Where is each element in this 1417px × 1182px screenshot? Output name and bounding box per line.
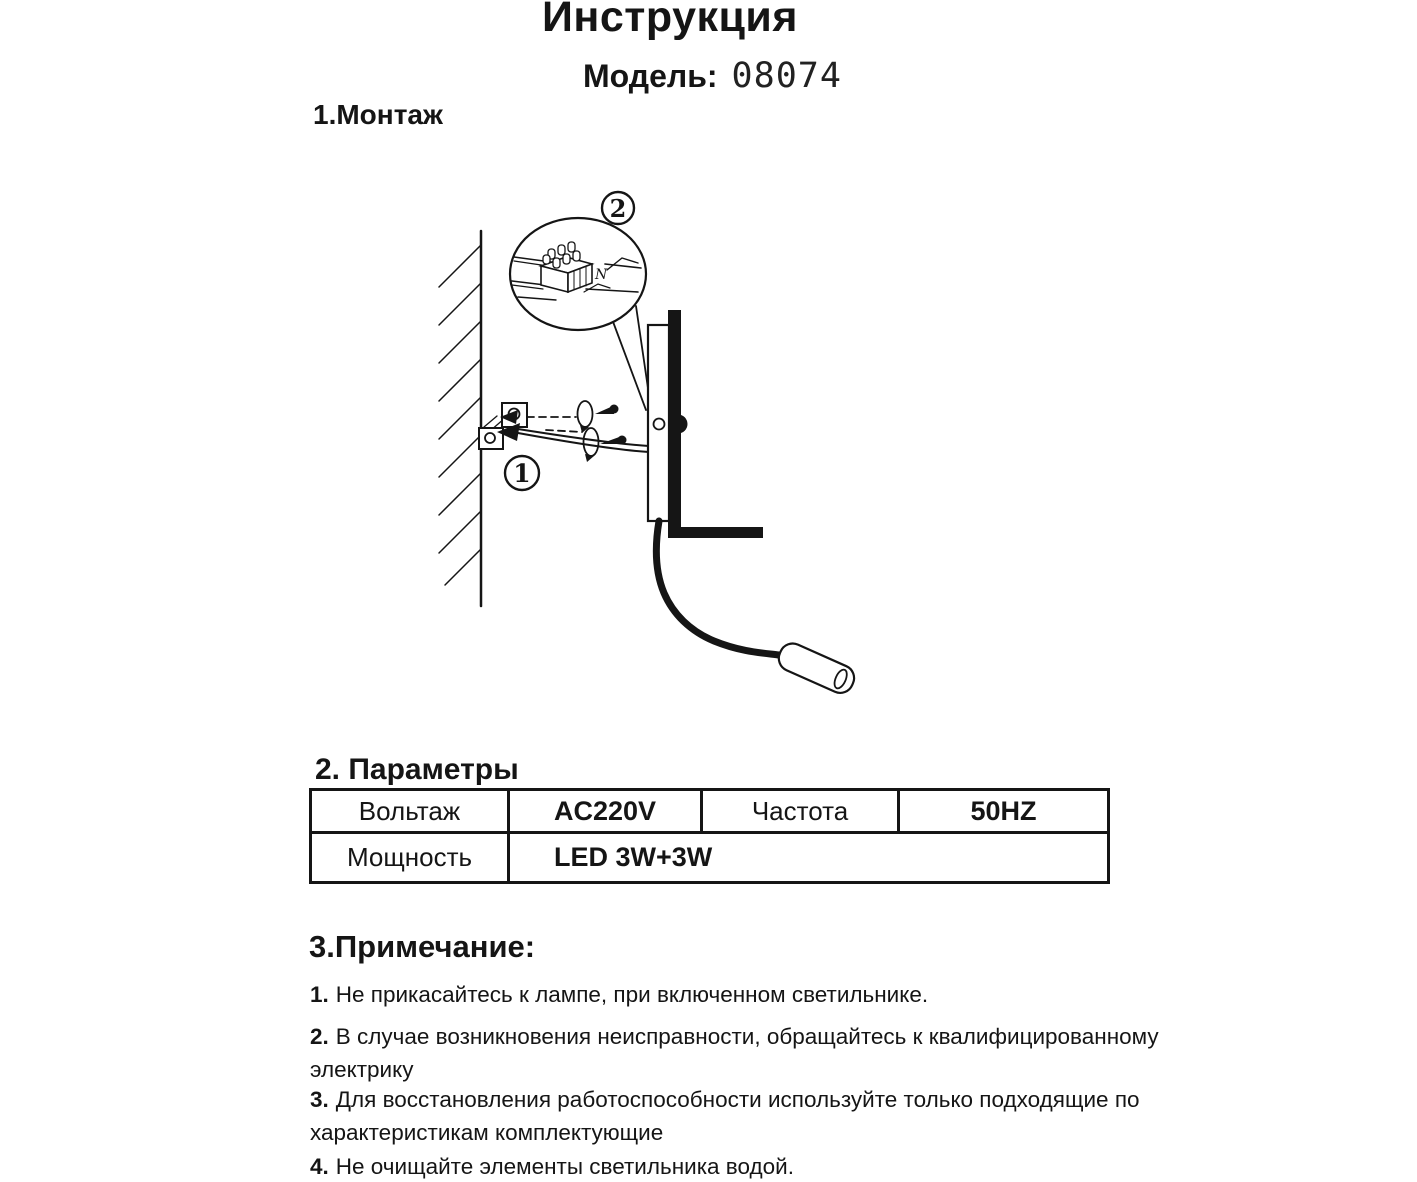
lamp-head — [775, 639, 859, 697]
model-line — [583, 56, 842, 96]
note-2-text-cont: электрику — [310, 1057, 414, 1082]
frequency-label-cell: Частота — [703, 791, 900, 834]
note-2-line-1 — [310, 1022, 1159, 1052]
montage-diagram — [400, 180, 900, 755]
note-3-number: 3. — [310, 1087, 329, 1112]
section-heading-notes: 3.Примечание: — [309, 929, 536, 964]
voltage-value-cell: AC220V — [510, 791, 703, 834]
note-1-text: Не прикасайтесь к лампе, при включенном светильнике. — [335, 982, 929, 1007]
note-4-number: 4. — [310, 1154, 329, 1179]
model-label: Модель: — [583, 58, 718, 94]
power-label-cell: Мощность — [312, 834, 510, 881]
note-3-line-1 — [310, 1085, 1140, 1115]
callout-1-number: 1 — [513, 459, 531, 488]
note-4 — [310, 1152, 794, 1182]
section-heading-montage: 1.Монтаж — [313, 99, 443, 130]
frequency-value-cell: 50HZ — [900, 791, 1107, 834]
note-2-number: 2. — [310, 1024, 329, 1049]
gooseneck — [656, 521, 779, 655]
callout-2-badge — [602, 192, 634, 224]
lamp-body — [648, 310, 763, 538]
callout-1-badge — [505, 456, 539, 490]
note-1-number: 1. — [310, 982, 329, 1007]
power-value-cell: LED 3W+3W — [554, 842, 713, 872]
note-1 — [310, 980, 928, 1010]
voltage-label-cell: Вольтаж — [312, 791, 510, 834]
note-4-text: Не очищайте элементы светильника водой. — [335, 1154, 794, 1179]
model-value: 08074 — [731, 56, 842, 96]
note-2-text: В случае возникновения неисправности, обращайтесь к квалифицированному — [335, 1024, 1159, 1049]
note-3-text-cont: характеристикам комплектующие — [310, 1120, 664, 1145]
note-2-line-2 — [310, 1055, 413, 1085]
dashed-guide-lower — [546, 430, 582, 432]
callout-2-number: 2 — [609, 194, 627, 223]
terminal-n-label: N — [595, 267, 608, 283]
terminal-callout-bubble — [510, 218, 650, 410]
wall — [439, 231, 481, 606]
note-3-text: Для восстановления работоспособности используйте только подходящие по — [335, 1087, 1140, 1112]
parameters-table — [309, 788, 1110, 884]
wall-bracket — [479, 403, 527, 449]
page-title: Инструкция — [542, 0, 798, 41]
screw-upper — [578, 401, 619, 433]
note-3-line-2 — [310, 1118, 663, 1148]
section-heading-parameters: 2. Параметры — [315, 753, 519, 786]
